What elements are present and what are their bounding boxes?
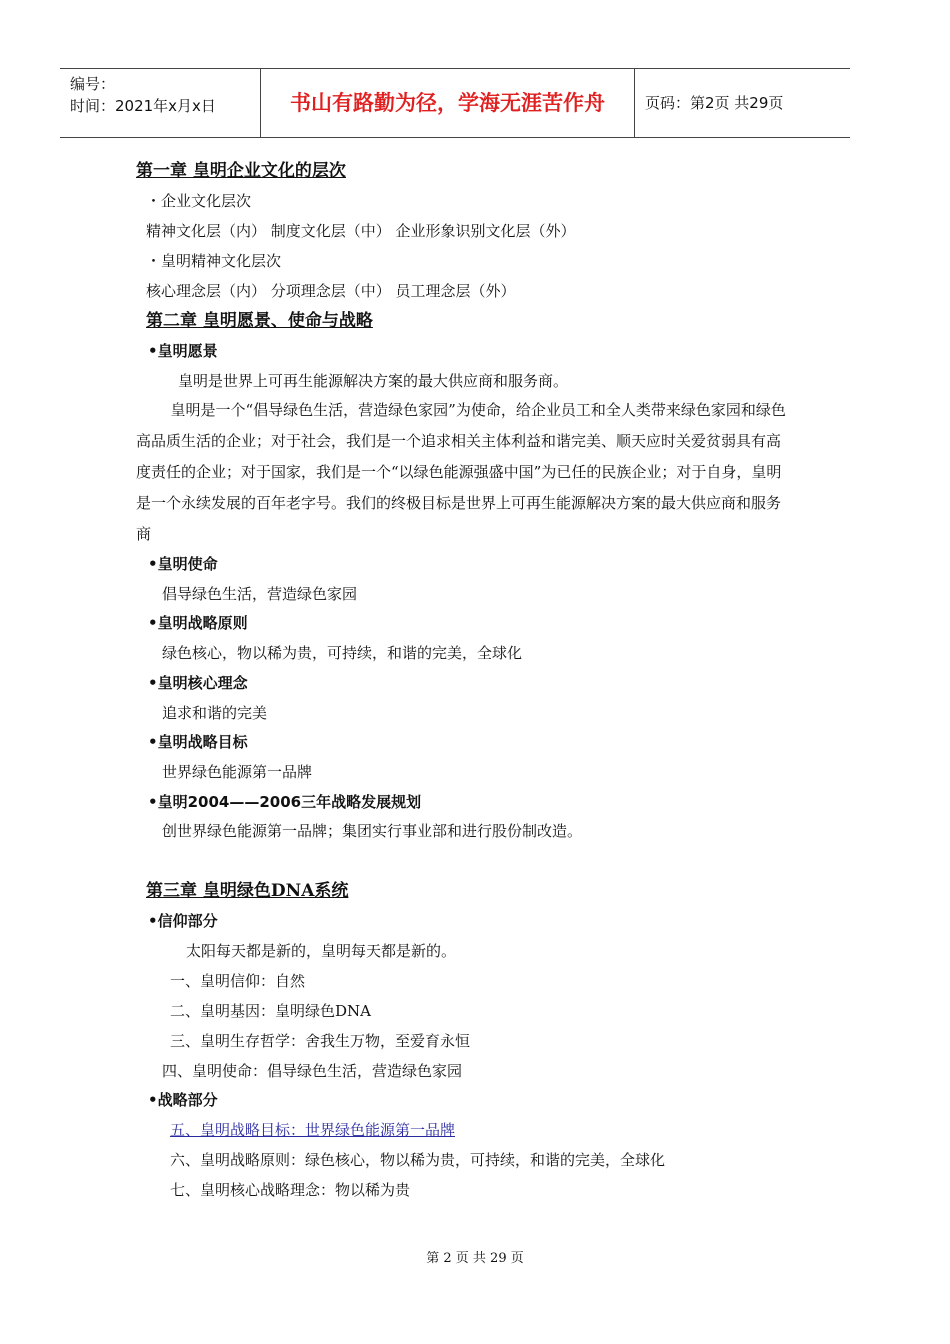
core-text: 追求和谐的完美 xyxy=(162,704,268,722)
header-page-label: 页码：第2页 共29页 xyxy=(645,94,784,112)
faith-intro: 太阳每天都是新的，皇明每天都是新的。 xyxy=(186,942,457,960)
vision-paragraph: 皇明是一个“倡导绿色生活，营造绿色家园”为使命，给企业员工和全人类带来绿色家园和绿色高品质生活的企业；对于社会，我们是一个追求相关主体利益和谐完美、顺天应时关爱贫弱具有高度责任的企业；对于国家，我们是一个“以绿色能源强盛中国”为已任的民族企业；对于自身，皇明是一个永续发展的百年老字号。我们的终极目标是世界上可再生能源解决方案的最大供应商和服务商 xyxy=(136,401,786,543)
goal-text: 世界绿色能源第一品牌 xyxy=(162,763,313,781)
strategy-item-6: 六、皇明战略原则：绿色核心，物以稀为贵，可持续，和谐的完美，全球化 xyxy=(170,1151,666,1169)
page-footer: 第 2 页 共 29 页 xyxy=(426,1251,524,1266)
faith-item-3: 三、皇明生存哲学：舍我生万物，至爱育永恒 xyxy=(170,1032,471,1050)
ch1-bullet-2-items: 核心理念层（内） 分项理念层（中） 员工理念层（外） xyxy=(146,282,516,300)
mission-heading: •皇明使命 xyxy=(148,555,218,573)
ch1-bullet-1: ・企业文化层次 xyxy=(146,192,252,210)
faith-item-4: 四、皇明使命：倡导绿色生活，营造绿色家园 xyxy=(162,1062,463,1080)
goal-heading: •皇明战略目标 xyxy=(148,733,248,751)
ch1-bullet-2: ・皇明精神文化层次 xyxy=(146,252,282,270)
faith-heading: •信仰部分 xyxy=(148,912,218,930)
plan-heading: •皇明2004——2006三年战略发展规划 xyxy=(148,793,422,811)
vision-heading: •皇明愿景 xyxy=(148,342,218,360)
core-heading: •皇明核心理念 xyxy=(148,674,248,692)
header-table xyxy=(60,68,850,138)
principle-heading: •皇明战略原则 xyxy=(148,614,248,632)
plan-text: 创世界绿色能源第一品牌；集团实行事业部和进行股份制改造。 xyxy=(162,822,583,840)
chapter2-title: 第二章 皇明愿景、使命与战略 xyxy=(146,311,373,331)
faith-item-1: 一、皇明信仰：自然 xyxy=(170,972,306,990)
header-meta-cell xyxy=(60,69,261,137)
code-label: 编号： xyxy=(70,75,116,93)
strategy-item-7: 七、皇明核心战略理念：物以稀为贵 xyxy=(170,1181,411,1199)
header-motto: 书山有路勤为径，学海无涯苦作舟 xyxy=(261,69,635,137)
strategy-item-5-link[interactable]: 五、皇明战略目标：世界绿色能源第一品牌 xyxy=(170,1121,456,1139)
time-label: 时间：2021年x月x日 xyxy=(70,97,216,115)
ch1-bullet-1-items: 精神文化层（内） 制度文化层（中） 企业形象识别文化层（外） xyxy=(146,222,576,240)
chapter3-title: 第三章 皇明绿色DNA系统 xyxy=(146,881,349,901)
faith-item-2: 二、皇明基因：皇明绿色DNA xyxy=(170,1002,371,1020)
principle-text: 绿色核心，物以稀为贵，可持续，和谐的完美，全球化 xyxy=(162,644,523,662)
chapter1-title: 第一章 皇明企业文化的层次 xyxy=(136,161,346,181)
mission-text: 倡导绿色生活，营造绿色家园 xyxy=(162,585,358,603)
strategy-heading: •战略部分 xyxy=(148,1091,218,1109)
vision-text-1: 皇明是世界上可再生能源解决方案的最大供应商和服务商。 xyxy=(178,372,569,390)
